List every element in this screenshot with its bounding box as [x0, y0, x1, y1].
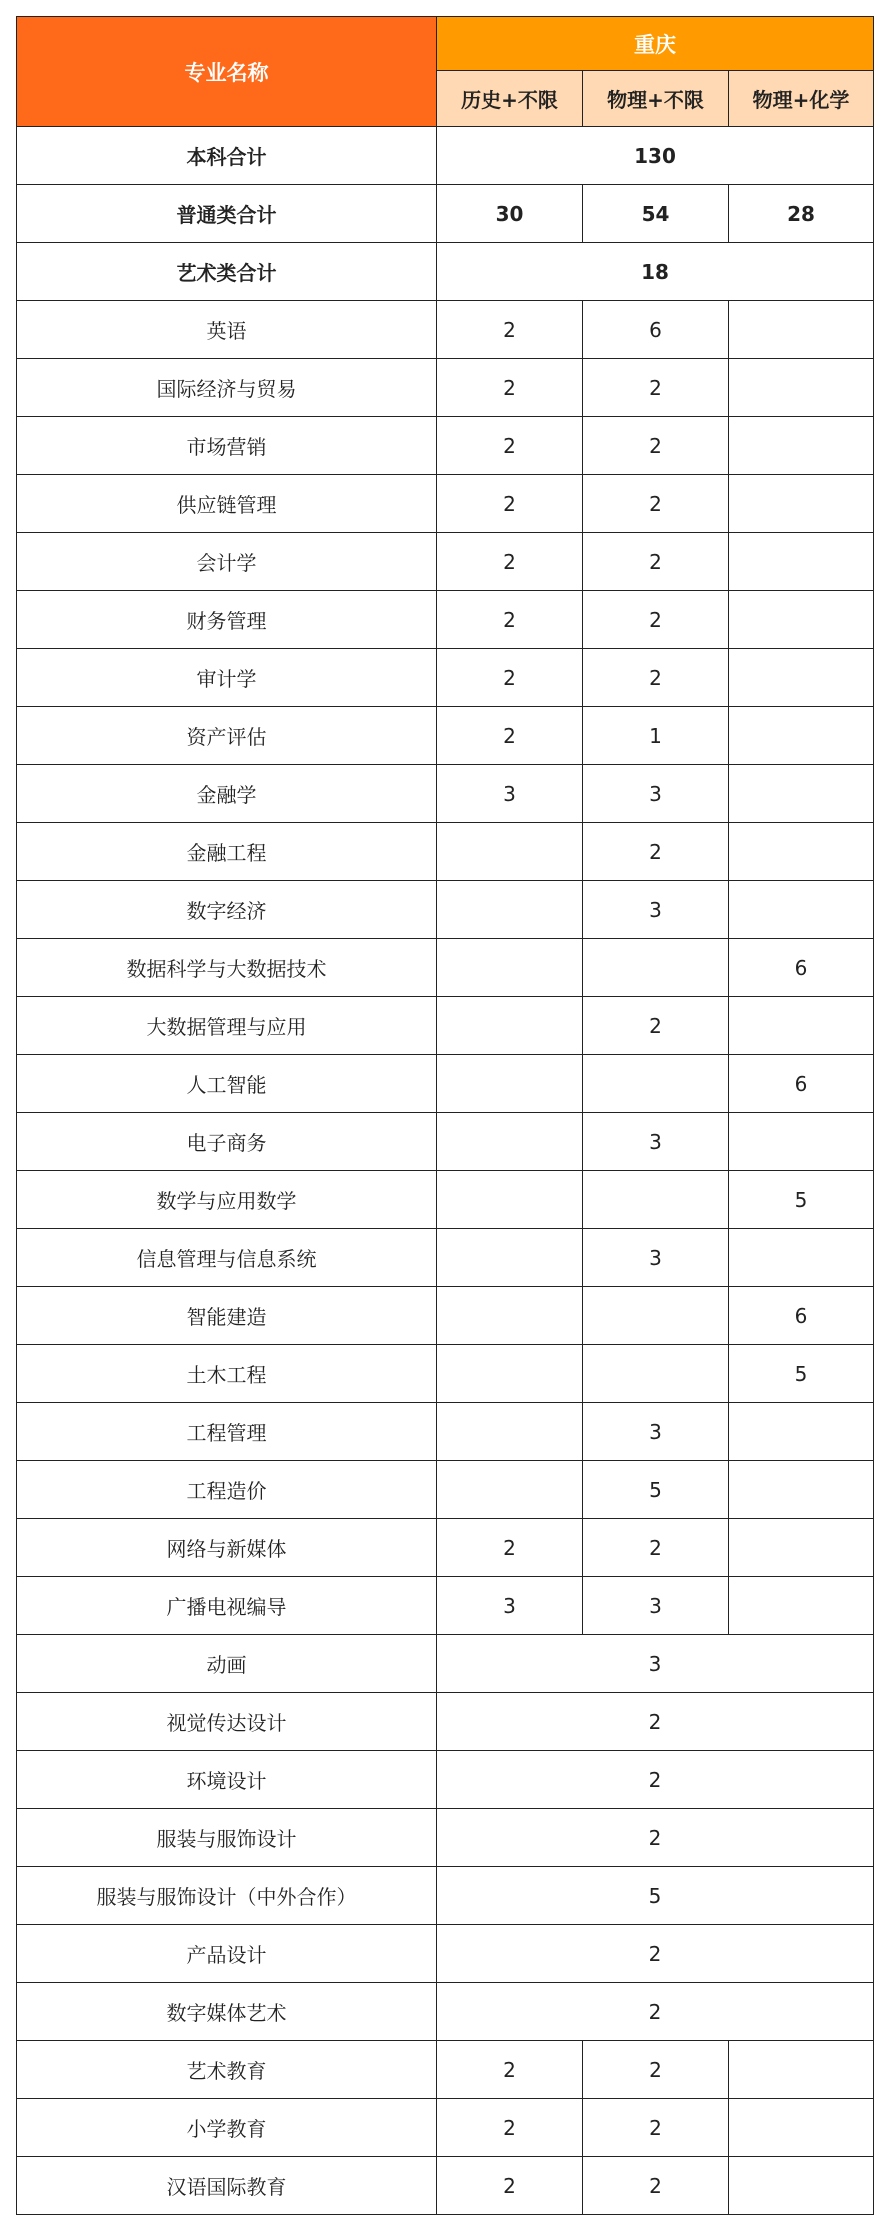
quota-cell [729, 475, 874, 533]
table-row [17, 1809, 874, 1867]
table-row [17, 823, 874, 881]
table-row [17, 1693, 874, 1751]
table-row [17, 1751, 874, 1809]
subject-header-physics-chemistry: 物理+化学 [729, 71, 874, 127]
quota-cell: 2 [437, 359, 583, 417]
table-row [17, 1577, 874, 1635]
table-row [17, 1635, 874, 1693]
subject-header-history: 历史+不限 [437, 71, 583, 127]
table-row [17, 2157, 874, 2215]
art-total-label: 艺术类合计 [17, 243, 437, 301]
quota-cell: 6 [729, 1055, 874, 1113]
quota-cell [437, 1171, 583, 1229]
major-name: 人工智能 [17, 1055, 437, 1113]
quota-cell [729, 765, 874, 823]
table-row [17, 881, 874, 939]
table-row [17, 1229, 874, 1287]
major-name: 大数据管理与应用 [17, 997, 437, 1055]
quota-cell: 2 [437, 475, 583, 533]
general-total-physics-chemistry: 28 [729, 185, 874, 243]
table-row [17, 765, 874, 823]
enrollment-plan-table [16, 16, 874, 2215]
quota-cell [729, 533, 874, 591]
table-row [17, 1287, 874, 1345]
quota-cell: 3 [583, 765, 729, 823]
quota-cell: 2 [583, 997, 729, 1055]
quota-cell: 1 [583, 707, 729, 765]
quota-cell [729, 301, 874, 359]
quota-cell: 2 [437, 1693, 874, 1751]
table-row [17, 533, 874, 591]
quota-cell: 2 [437, 1519, 583, 1577]
quota-cell: 2 [583, 2041, 729, 2099]
quota-cell: 2 [583, 649, 729, 707]
quota-cell [437, 1113, 583, 1171]
quota-cell: 2 [583, 2157, 729, 2215]
quota-cell: 2 [437, 707, 583, 765]
quota-cell: 5 [729, 1171, 874, 1229]
major-name: 市场营销 [17, 417, 437, 475]
major-name: 土木工程 [17, 1345, 437, 1403]
quota-cell: 2 [437, 1983, 874, 2041]
quota-cell: 5 [437, 1867, 874, 1925]
general-total-row [17, 185, 874, 243]
major-name: 金融学 [17, 765, 437, 823]
quota-cell: 2 [437, 2099, 583, 2157]
major-name: 电子商务 [17, 1113, 437, 1171]
quota-cell [437, 1345, 583, 1403]
quota-cell: 2 [437, 1925, 874, 1983]
table-row [17, 1519, 874, 1577]
major-name: 数字经济 [17, 881, 437, 939]
quota-cell [729, 2157, 874, 2215]
quota-cell [437, 1055, 583, 1113]
quota-cell: 2 [583, 533, 729, 591]
major-name: 金融工程 [17, 823, 437, 881]
quota-cell [729, 1519, 874, 1577]
quota-cell [729, 591, 874, 649]
major-name: 国际经济与贸易 [17, 359, 437, 417]
quota-cell [729, 1461, 874, 1519]
undergrad-total-row [17, 127, 874, 185]
subject-header-physics: 物理+不限 [583, 71, 729, 127]
quota-cell [729, 1229, 874, 1287]
quota-cell [729, 359, 874, 417]
quota-cell [437, 997, 583, 1055]
table-row [17, 1113, 874, 1171]
quota-cell [437, 1287, 583, 1345]
quota-cell: 2 [437, 1751, 874, 1809]
major-name: 视觉传达设计 [17, 1693, 437, 1751]
quota-cell: 2 [437, 1809, 874, 1867]
quota-cell: 2 [437, 2041, 583, 2099]
quota-cell: 5 [729, 1345, 874, 1403]
quota-cell: 6 [729, 939, 874, 997]
quota-cell: 3 [437, 1577, 583, 1635]
major-name: 数字媒体艺术 [17, 1983, 437, 2041]
quota-cell: 3 [583, 1403, 729, 1461]
major-name: 财务管理 [17, 591, 437, 649]
quota-cell [583, 1287, 729, 1345]
major-name: 网络与新媒体 [17, 1519, 437, 1577]
quota-cell [729, 1113, 874, 1171]
table-row [17, 2041, 874, 2099]
quota-cell [729, 649, 874, 707]
major-name: 审计学 [17, 649, 437, 707]
major-name-header: 专业名称 [17, 17, 437, 127]
quota-cell: 6 [729, 1287, 874, 1345]
major-name: 资产评估 [17, 707, 437, 765]
table-row [17, 707, 874, 765]
quota-cell [729, 823, 874, 881]
quota-cell: 2 [437, 417, 583, 475]
table-row [17, 997, 874, 1055]
major-name: 广播电视编导 [17, 1577, 437, 1635]
table-row [17, 1925, 874, 1983]
art-total-value: 18 [437, 243, 874, 301]
table-row [17, 1171, 874, 1229]
quota-cell: 2 [437, 591, 583, 649]
table-row [17, 1983, 874, 2041]
table-row [17, 591, 874, 649]
table-row [17, 301, 874, 359]
quota-cell: 2 [583, 475, 729, 533]
region-header: 重庆 [437, 17, 874, 71]
quota-cell [729, 1577, 874, 1635]
table-row [17, 417, 874, 475]
quota-cell [729, 2041, 874, 2099]
quota-cell [729, 997, 874, 1055]
major-name: 供应链管理 [17, 475, 437, 533]
major-name: 智能建造 [17, 1287, 437, 1345]
quota-cell [729, 2099, 874, 2157]
quota-cell [729, 417, 874, 475]
table-row [17, 939, 874, 997]
quota-cell: 2 [437, 301, 583, 359]
quota-cell [437, 1403, 583, 1461]
quota-cell [729, 881, 874, 939]
general-total-physics: 54 [583, 185, 729, 243]
quota-cell: 3 [583, 1229, 729, 1287]
table-row [17, 649, 874, 707]
quota-cell [437, 881, 583, 939]
quota-cell: 3 [437, 765, 583, 823]
major-name: 服装与服饰设计（中外合作） [17, 1867, 437, 1925]
table-row [17, 1867, 874, 1925]
major-name: 产品设计 [17, 1925, 437, 1983]
major-name: 服装与服饰设计 [17, 1809, 437, 1867]
quota-cell [583, 939, 729, 997]
quota-cell: 2 [437, 649, 583, 707]
major-name: 环境设计 [17, 1751, 437, 1809]
quota-cell: 2 [583, 2099, 729, 2157]
major-name: 数学与应用数学 [17, 1171, 437, 1229]
major-name: 信息管理与信息系统 [17, 1229, 437, 1287]
quota-cell [729, 1403, 874, 1461]
quota-cell: 2 [583, 1519, 729, 1577]
table-row [17, 1461, 874, 1519]
undergrad-total-value: 130 [437, 127, 874, 185]
major-name: 动画 [17, 1635, 437, 1693]
major-name: 英语 [17, 301, 437, 359]
major-name: 数据科学与大数据技术 [17, 939, 437, 997]
quota-cell [583, 1055, 729, 1113]
undergrad-total-label: 本科合计 [17, 127, 437, 185]
quota-cell: 2 [437, 2157, 583, 2215]
quota-cell: 2 [583, 823, 729, 881]
table-row [17, 1403, 874, 1461]
major-name: 工程管理 [17, 1403, 437, 1461]
quota-cell: 2 [583, 591, 729, 649]
major-name: 汉语国际教育 [17, 2157, 437, 2215]
quota-cell [437, 939, 583, 997]
major-name: 艺术教育 [17, 2041, 437, 2099]
major-name: 工程造价 [17, 1461, 437, 1519]
table-row [17, 359, 874, 417]
table-row [17, 1345, 874, 1403]
quota-cell [437, 1461, 583, 1519]
quota-cell: 2 [437, 533, 583, 591]
major-name: 小学教育 [17, 2099, 437, 2157]
table-row [17, 475, 874, 533]
quota-cell [437, 823, 583, 881]
quota-cell [583, 1171, 729, 1229]
art-total-row [17, 243, 874, 301]
major-name: 会计学 [17, 533, 437, 591]
quota-cell: 3 [583, 881, 729, 939]
general-total-label: 普通类合计 [17, 185, 437, 243]
quota-cell: 2 [583, 417, 729, 475]
quota-cell: 3 [583, 1113, 729, 1171]
quota-cell: 5 [583, 1461, 729, 1519]
quota-cell: 3 [437, 1635, 874, 1693]
general-total-history: 30 [437, 185, 583, 243]
quota-cell [437, 1229, 583, 1287]
table-row [17, 1055, 874, 1113]
quota-cell [583, 1345, 729, 1403]
table-row [17, 2099, 874, 2157]
quota-cell [729, 707, 874, 765]
enrollment-plan-table-container [16, 16, 873, 2215]
quota-cell: 6 [583, 301, 729, 359]
quota-cell: 2 [583, 359, 729, 417]
quota-cell: 3 [583, 1577, 729, 1635]
